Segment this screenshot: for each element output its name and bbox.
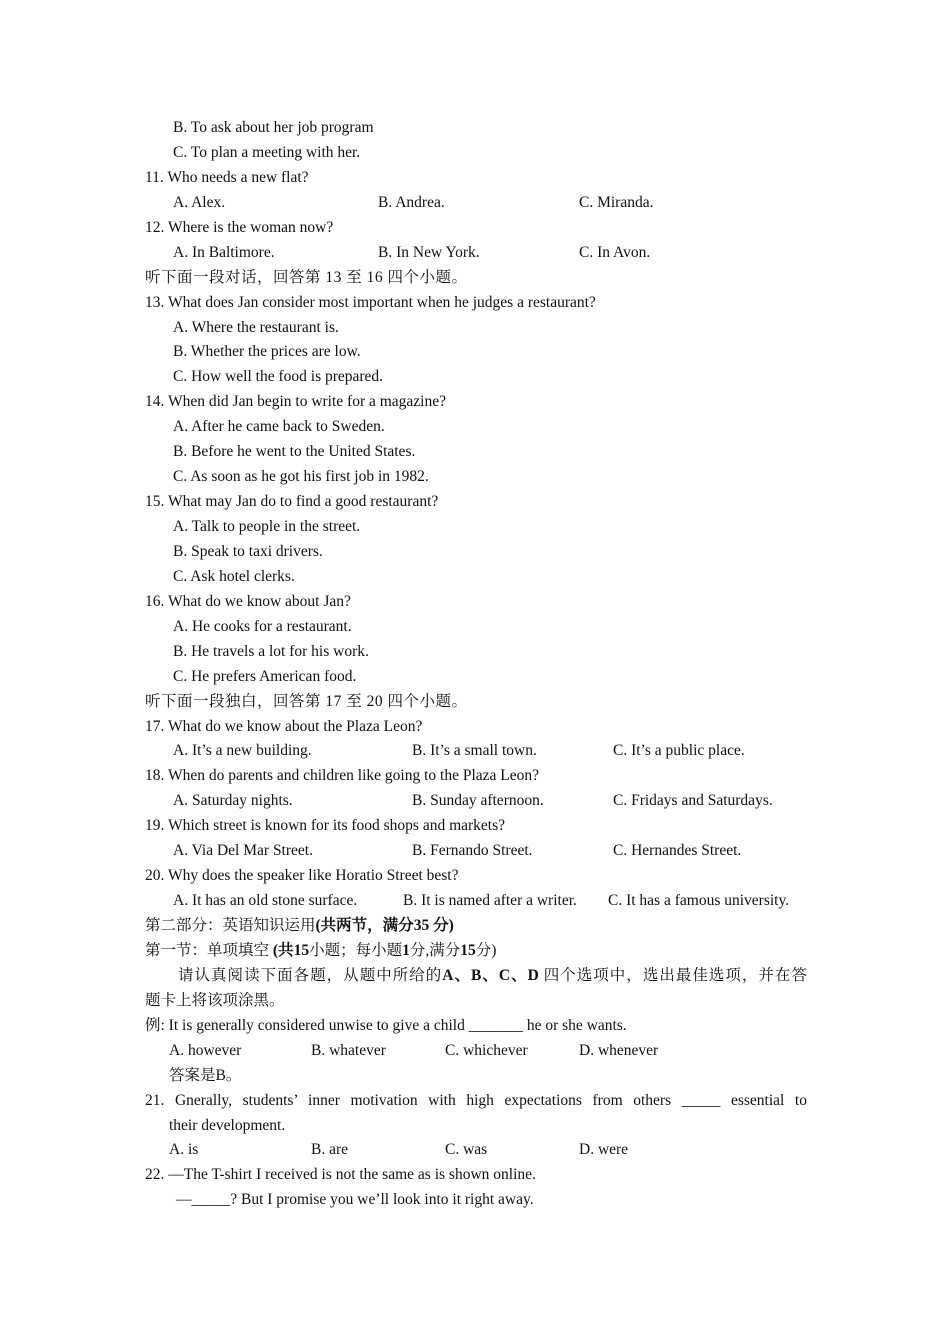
q14-option-c: C. As soon as he got his first job in 1982. bbox=[173, 468, 429, 486]
q14-option-b: B. Before he went to the United States. bbox=[173, 443, 416, 461]
section1-each: 1 bbox=[402, 941, 410, 959]
q14-stem: 14. When did Jan begin to write for a magazine? bbox=[145, 393, 447, 411]
q15-option-a: A. Talk to people in the street. bbox=[173, 518, 361, 535]
q19-options bbox=[0, 839, 950, 864]
part2-heading bbox=[0, 914, 950, 939]
q16-option-b: B. He travels a lot for his work. bbox=[173, 642, 369, 660]
q15-option-c: C. Ask hotel clerks. bbox=[173, 567, 295, 585]
q12-option-a: A. In Baltimore. bbox=[173, 243, 275, 261]
q18-options bbox=[0, 789, 950, 814]
q22-stem: 22. —The T-shirt I received is not the same as is shown online. bbox=[145, 1166, 536, 1184]
instruction-text-2: 四个选项中，选出最佳选项，并在答 bbox=[538, 966, 807, 984]
section1-count: 15 bbox=[293, 941, 310, 959]
q20-option-b: B. It is named after a writer. bbox=[403, 892, 577, 910]
q20-stem: 20. Why does the speaker like Horatio Street best? bbox=[145, 867, 459, 885]
q22-stem-cont: —_____? But I promise you we’ll look into it right away. bbox=[176, 1191, 534, 1209]
q11-option-a: A. Alex. bbox=[173, 193, 226, 211]
instruction-options: A、B、C、D bbox=[442, 966, 539, 984]
q18-option-a: A. Saturday nights. bbox=[173, 792, 293, 810]
part2-unit: 分) bbox=[429, 917, 454, 934]
q13-option-b: B. Whether the prices are low. bbox=[173, 343, 361, 361]
section1-title: 第一节：单项填空 bbox=[145, 941, 273, 959]
q19-option-c: C. Hernandes Street. bbox=[613, 842, 742, 860]
q11-options bbox=[0, 191, 950, 216]
instruction-text-1: 请认真阅读下面各题，从题中所给的 bbox=[178, 966, 443, 984]
section1-total: 15 bbox=[460, 941, 476, 959]
q19-option-a: A. Via Del Mar Street. bbox=[173, 842, 313, 860]
q13-option-c: C. How well the food is prepared. bbox=[173, 368, 384, 386]
q19-option-b: B. Fernando Street. bbox=[412, 842, 533, 860]
q16-option-a: A. He cooks for a restaurant. bbox=[173, 617, 352, 635]
q11-option-c: C. Miranda. bbox=[579, 193, 654, 211]
q20-options bbox=[0, 889, 950, 914]
q12-option-b: B. In New York. bbox=[378, 243, 480, 261]
q12-option-c: C. In Avon. bbox=[579, 243, 651, 261]
example-option-d: D. whenever bbox=[579, 1041, 659, 1059]
q13-stem: 13. What does Jan consider most important when he judges a restaurant? bbox=[145, 293, 596, 311]
example-option-c: C. whichever bbox=[445, 1041, 528, 1059]
part2-heading-bold: (共两节，满分 bbox=[315, 917, 414, 934]
example-option-a: A. however bbox=[169, 1041, 242, 1059]
q12-options bbox=[0, 241, 950, 266]
q10-option-c: C. To plan a meeting with her. bbox=[173, 143, 361, 161]
q15-option-b: B. Speak to taxi drivers. bbox=[173, 542, 323, 560]
instruction-line-1 bbox=[0, 964, 807, 989]
q17-option-c: C. It’s a public place. bbox=[613, 742, 745, 760]
q10-option-b: B. To ask about her job program bbox=[173, 119, 374, 136]
q20-option-a: A. It has an old stone surface. bbox=[173, 892, 358, 910]
q20-option-c: C. It has a famous university. bbox=[608, 892, 790, 910]
example-options bbox=[0, 1039, 950, 1064]
q21-option-c: C. was bbox=[445, 1141, 488, 1159]
example-stem: 例: It is generally considered unwise to give a child _______ he or she wants. bbox=[145, 1016, 627, 1034]
section1-each-unit: 分,满分 bbox=[409, 941, 461, 959]
example-answer: 答案是B。 bbox=[169, 1066, 242, 1084]
part2-score: 35 bbox=[413, 917, 430, 934]
q18-stem: 18. When do parents and children like going to the Plaza Leon? bbox=[145, 767, 539, 785]
q17-stem: 17. What do we know about the Plaza Leon? bbox=[145, 717, 423, 735]
section1-count-unit: 小题；每小题 bbox=[309, 941, 403, 959]
part2-heading-text: 第二部分：英语知识运用 bbox=[145, 917, 316, 934]
q17-options bbox=[0, 739, 950, 764]
q21-stem-cont: their development. bbox=[169, 1116, 286, 1134]
section1-paren: (共 bbox=[272, 941, 294, 959]
q11-stem: 11. Who needs a new flat? bbox=[145, 168, 309, 186]
exam-page bbox=[0, 116, 950, 1213]
q21-option-b: B. are bbox=[311, 1141, 349, 1159]
q21-option-a: A. is bbox=[169, 1141, 199, 1159]
q18-option-b: B. Sunday afternoon. bbox=[412, 792, 544, 810]
section-instruction-13-16: 听下面一段对话，回答第 13 至 16 四个小题。 bbox=[145, 268, 468, 286]
q17-option-b: B. It’s a small town. bbox=[412, 742, 537, 760]
section1-total-unit: 分) bbox=[475, 941, 497, 959]
q21-stem: 21. Gnerally, students’ inner motivation with high expectations from others _____ essential to bbox=[145, 1091, 807, 1109]
q13-option-a: A. Where the restaurant is. bbox=[173, 318, 339, 336]
q11-option-b: B. Andrea. bbox=[378, 193, 445, 211]
instruction-line-2: 题卡上将该项涂黑。 bbox=[145, 991, 285, 1009]
example-option-b: B. whatever bbox=[311, 1041, 386, 1059]
q17-option-a: A. It’s a new building. bbox=[173, 742, 312, 760]
q12-stem: 12. Where is the woman now? bbox=[145, 218, 334, 236]
section-instruction-17-20: 听下面一段独白，回答第 17 至 20 四个小题。 bbox=[145, 692, 468, 710]
section1-heading bbox=[0, 939, 950, 964]
q15-stem: 15. What may Jan do to find a good restaurant? bbox=[145, 493, 439, 511]
q18-option-c: C. Fridays and Saturdays. bbox=[613, 792, 773, 810]
q14-option-a: A. After he came back to Sweden. bbox=[173, 418, 385, 436]
q19-stem: 19. Which street is known for its food shops and markets? bbox=[145, 817, 506, 835]
q21-options bbox=[0, 1138, 950, 1163]
q21-option-d: D. were bbox=[579, 1141, 629, 1159]
q16-stem: 16. What do we know about Jan? bbox=[145, 592, 351, 610]
q16-option-c: C. He prefers American food. bbox=[173, 667, 357, 685]
